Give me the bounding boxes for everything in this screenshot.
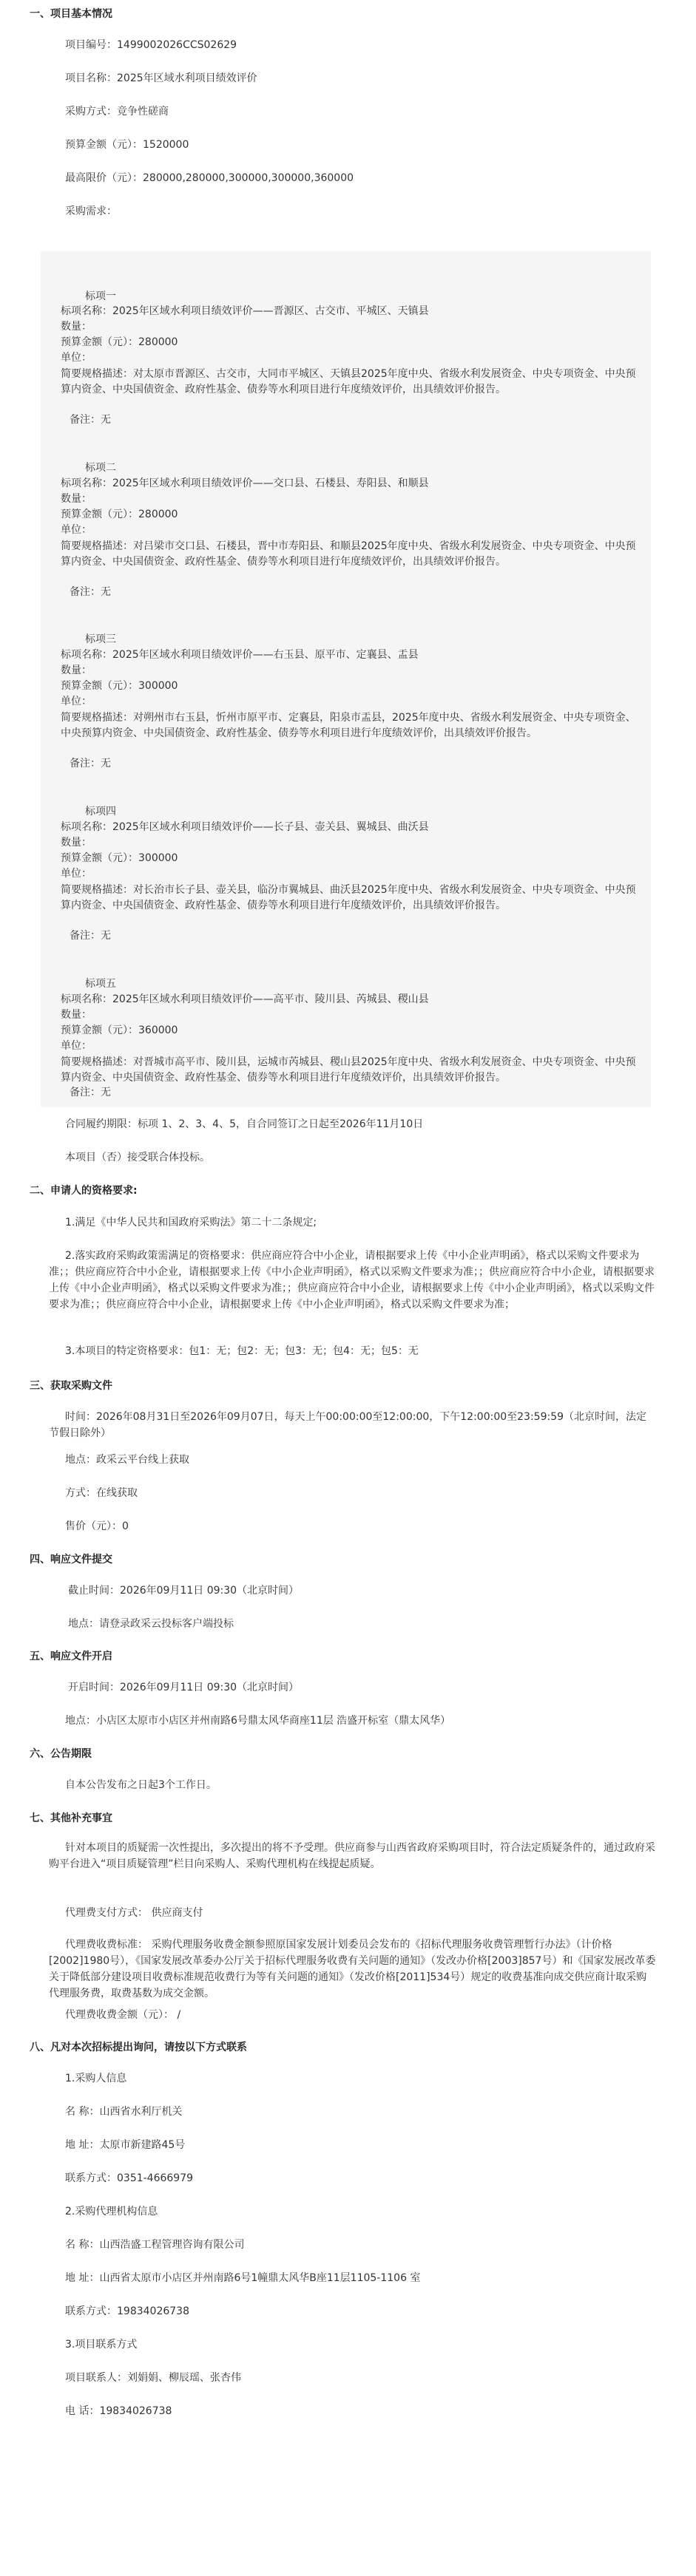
lot-unit: 单位：: [61, 352, 92, 364]
opening-time: 开启时间：2026年09月11日 09:30（北京时间）: [68, 1682, 300, 1693]
contact-purchaser-address: 地 址：太原市新建路45号: [65, 2139, 186, 2151]
lot-name: 标项名称：2025年区域水利项目绩效评价——长子县、壶关县、翼城县、曲沃县: [61, 821, 429, 833]
lot-name: 标项名称：2025年区域水利项目绩效评价——交口县、石楼县、寿阳县、和顺县: [61, 478, 429, 489]
doc-acquisition-place: 地点：政采云平台线上获取: [65, 1454, 189, 1466]
project-name: 项目名称：2025年区域水利项目绩效评价: [65, 72, 257, 84]
section-1-title: 一、项目基本情况: [30, 8, 112, 20]
lot-unit: 单位：: [61, 1040, 92, 1052]
budget-amount: 预算金额（元）：1520000: [65, 139, 189, 151]
lot-budget: 预算金额（元）：300000: [61, 852, 178, 864]
procurement-demand-label: 采购需求：: [65, 205, 117, 217]
qualification-1: 1.满足《中华人民共和国政府采购法》第二十二条规定;: [65, 1217, 317, 1228]
lot-note: 备注：无: [70, 414, 111, 426]
contact-agency-name: 名 称：山西浩盛工程管理咨询有限公司: [65, 2239, 245, 2251]
lot-name: 标项名称：2025年区域水利项目绩效评价——高平市、陵川县、芮城县、稷山县: [61, 993, 429, 1005]
contact-project-title: 3.项目联系方式: [65, 2339, 138, 2351]
lots-panel: [41, 251, 651, 1107]
lot-unit: 单位：: [61, 696, 92, 707]
lot-note: 备注：无: [70, 930, 111, 942]
lot-description: 简要规格描述：对长治市长子县、壶关县，临汾市翼城县、曲沃县2025年度中央、省级水利发展资金、中央专项资金、中央预算内资金、中央国债资金、政府性基金、债券等水利项目进行年度绩效评价，出具绩效评价报告。: [61, 884, 636, 911]
lot-quantity: 数量：: [61, 1009, 92, 1021]
lot-title: 标项五: [85, 978, 116, 990]
lot-budget: 预算金额（元）：360000: [61, 1024, 178, 1036]
doc-price: 售价（元）：0: [65, 1520, 129, 1532]
submission-deadline: 截止时间：2026年09月11日 09:30（北京时间）: [68, 1585, 300, 1597]
lot-quantity: 数量：: [61, 665, 92, 676]
section-6-title: 六、公告期限: [30, 1748, 92, 1760]
lot-title: 标项三: [85, 633, 116, 645]
lot-unit: 单位：: [61, 868, 92, 880]
section-8-title: 八、凡对本次招标提出询问，请按以下方式联系: [30, 2042, 247, 2053]
contact-agency-phone: 联系方式：19834026738: [65, 2305, 189, 2317]
contact-project-phone: 电 话：19834026738: [65, 2405, 172, 2417]
agency-fee-standard: 代理费收费标准： 采购代理服务收费金额参照原国家发展计划委员会发布的《招标代理服务收费管理暂行办法》（计价格[2002]1980号），《国家发展改革委办公厅关于招标代理服务收费有关问题的通知》（发改办价格[2003]857号）和《国家发展改革委关于降低部分建设项目收费标准规范收费行为等有关问题的通知》（发改价格[2011]534号）规定的收费基准向成交供应商计取采购代理服务费，取费基数为成交金额。: [49, 1939, 656, 1999]
opening-place: 地点：小店区太原市小店区并州南路6号鼎太风华商座11层 浩盛开标室（鼎太风华）: [65, 1715, 451, 1727]
doc-acquisition-time: 时间：2026年08月31日至2026年09月07日，每天上午00:00:00至12:00:00，下午12:00:00至23:59:59（北京时间，法定节假日除外）: [49, 1411, 647, 1439]
lot-quantity: 数量：: [61, 837, 92, 849]
procurement-method: 采购方式：竞争性磋商: [65, 106, 169, 118]
lot-quantity: 数量：: [61, 321, 92, 333]
project-number: 项目编号：1499002026CCS02629: [65, 39, 237, 51]
lot-budget: 预算金额（元）：300000: [61, 680, 178, 692]
contact-agency-title: 2.采购代理机构信息: [65, 2206, 158, 2218]
section-7-title: 七、其他补充事宜: [30, 1812, 112, 1824]
lot-unit: 单位：: [61, 524, 92, 536]
section-5-title: 五、响应文件开启: [30, 1651, 112, 1662]
qualification-3: 3.本项目的特定资格要求：包1：无；包2：无；包3：无；包4：无；包5：无: [65, 1345, 419, 1357]
max-price: 最高限价（元）：280000,280000,300000,300000,360000: [65, 172, 354, 184]
contact-purchaser-phone: 联系方式：0351-4666979: [65, 2172, 194, 2184]
consortium-note: 本项目（否）接受联合体投标。: [65, 1152, 210, 1163]
lot-budget: 预算金额（元）：280000: [61, 336, 178, 348]
lot-quantity: 数量：: [61, 493, 92, 505]
contact-agency-address: 地 址：山西省太原市小店区并州南路6号1幢鼎太风华B座11层1105-1106 室: [65, 2272, 421, 2284]
agency-fee-payer: 代理费支付方式： 供应商支付: [65, 1907, 203, 1919]
lot-note: 备注：无: [70, 1087, 111, 1098]
qualification-2: 2.落实政府采购政策需满足的资格要求：供应商应符合中小企业，请根据要求上传《中小企业声明函》，格式以采购文件要求为准；；供应商应符合中小企业，请根据要求上传《中小企业声明函》，格式以采购文件要求为准；；供应商应符合中小企业，请根据要求上传《中小企业声明函》，格式以采购文件要求为准；；供应商应符合中小企业，请根据要求上传《中小企业声明函》，格式以采购文件要求为准；；供应商应符合中小企业，请根据要求上传《中小企业声明函》，格式以采购文件要求为准；: [49, 1250, 655, 1311]
contact-purchaser-name: 名 称：山西省水利厅机关: [65, 2106, 183, 2118]
lot-budget: 预算金额（元）：280000: [61, 509, 178, 520]
section-3-title: 三、获取采购文件: [30, 1380, 112, 1392]
agency-fee-amount: 代理费收费金额（元）： /: [65, 2009, 181, 2021]
submission-place: 地点：请登录政采云投标客户端投标: [68, 1618, 234, 1630]
lot-note: 备注：无: [70, 586, 111, 598]
lot-description: 简要规格描述：对晋城市高平市、陵川县，运城市芮城县、稷山县2025年度中央、省级水利发展资金、中央专项资金、中央预算内资金、中央国债资金、政府性基金、债券等水利项目进行年度绩效评价，出具绩效评价报告。: [61, 1056, 636, 1084]
section-2-title: 二、申请人的资格要求:: [30, 1185, 138, 1197]
lot-note: 备注：无: [70, 758, 111, 769]
lot-name: 标项名称：2025年区域水利项目绩效评价——晋源区、古交市、平城区、天镇县: [61, 305, 429, 317]
contact-purchaser-title: 1.采购人信息: [65, 2073, 127, 2084]
lot-title: 标项二: [85, 462, 116, 474]
lot-description: 简要规格描述：对太原市晋源区、古交市，大同市平城区、天镇县2025年度中央、省级水利发展资金、中央专项资金、中央预算内资金、中央国债资金、政府性基金、债券等水利项目进行年度绩效评价，出具绩效评价报告。: [61, 368, 636, 395]
lot-description: 简要规格描述：对吕梁市交口县、石楼县，晋中市寿阳县、和顺县2025年度中央、省级水利发展资金、中央专项资金、中央预算内资金、中央国债资金、政府性基金、债券等水利项目进行年度绩效评价，出具绩效评价报告。: [61, 540, 636, 568]
lot-title: 标项四: [85, 806, 116, 818]
lot-description: 简要规格描述：对朔州市右玉县，忻州市原平市、定襄县，阳泉市盂县，2025年度中央、省级水利发展资金、中央专项资金、中央预算内资金、中央国债资金、政府性基金、债券等水利项目进行年度绩效评价，出具绩效评价报告。: [61, 712, 636, 739]
contract-period: 合同履约期限：标项 1、2、3、4、5，自合同签订之日起至2026年11月10日: [65, 1118, 424, 1130]
section-4-title: 四、响应文件提交: [30, 1554, 112, 1566]
supplementary-text: 针对本项目的质疑需一次性提出，多次提出的将不予受理。供应商参与山西省政府采购项目时，符合法定质疑条件的，通过政府采购平台进入“项目质疑管理”栏目向采购人、采购代理机构在线提起质疑。: [49, 1842, 655, 1870]
lot-title: 标项一: [85, 290, 116, 302]
notice-period: 自本公告发布之日起3个工作日。: [65, 1779, 217, 1791]
doc-acquisition-way: 方式：在线获取: [65, 1487, 138, 1499]
lot-name: 标项名称：2025年区域水利项目绩效评价——右玉县、原平市、定襄县、盂县: [61, 649, 419, 661]
contact-project-person: 项目联系人：刘娟娟、柳辰瑶、张杏伟: [65, 2372, 241, 2384]
